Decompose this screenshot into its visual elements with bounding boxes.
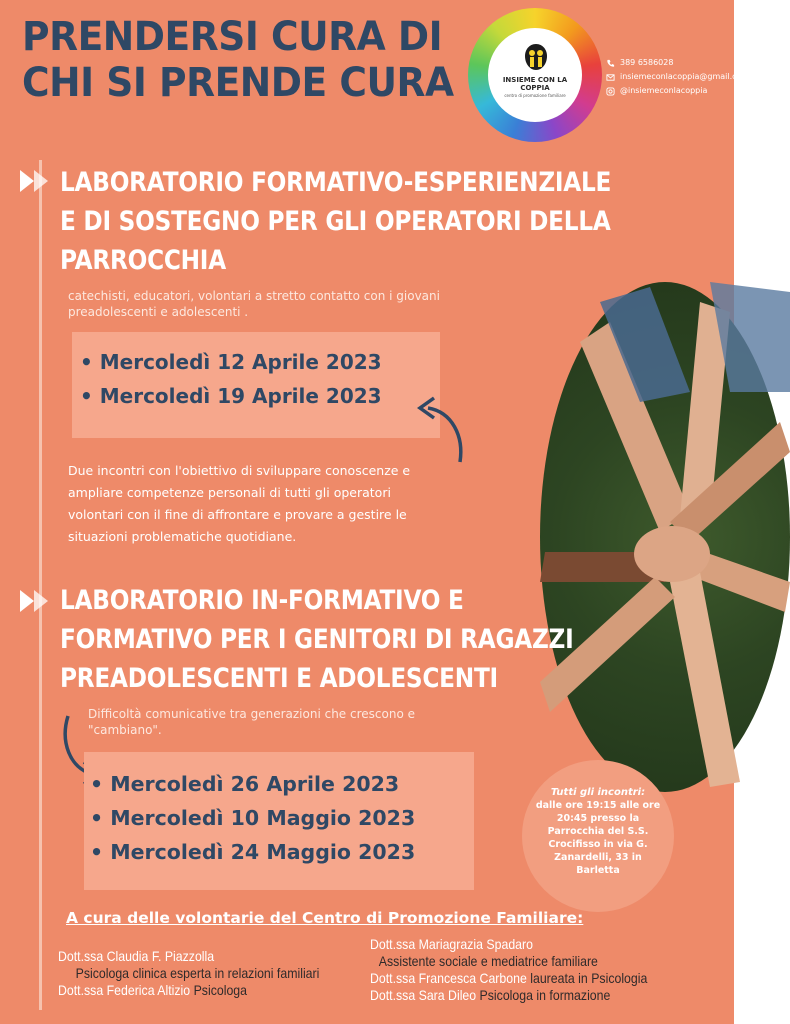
contacts <box>606 56 749 98</box>
staff-name: Dott.ssa Federica Altizio <box>58 982 191 998</box>
contact-phone[interactable] <box>606 56 749 70</box>
logo-center <box>488 28 582 122</box>
section2-title: LABORATORIO IN-FORMATIVO E FORMATIVO PER I GENITORI DI RAGAZZI PREADOLESCENTI E ADOLESCENTI <box>60 585 574 694</box>
logo <box>468 8 602 142</box>
section1-description: Due incontri con l'obiettivo di sviluppare conoscenze e ampliare competenze personali di tutti gli operatori volontari con il fine di affrontare e provare a gestire le situazioni problematiche quotidiane. <box>68 463 411 544</box>
date-item: • Mercoledì 24 Maggio 2023 <box>90 840 416 864</box>
section1-dates <box>72 332 440 438</box>
section1-title: LABORATORIO FORMATIVO-ESPERIENZIALE E DI SOSTEGNO PER GLI OPERATORI DELLA PARROCCHIA <box>60 167 612 276</box>
date-item: • Mercoledì 26 Aprile 2023 <box>90 772 400 796</box>
hands-photo <box>540 282 790 792</box>
staff-role: Psicologa <box>193 982 247 998</box>
logo-name-1: INSIEME <box>502 76 536 84</box>
staff-role: Psicologa clinica esperta in relazioni familiari <box>75 965 320 981</box>
date-item: • Mercoledì 12 Aprile 2023 <box>80 350 382 374</box>
contact-email[interactable] <box>606 70 749 84</box>
email-address: insiemeconlacoppia@gmail.com <box>620 72 750 81</box>
mail-icon <box>606 73 615 82</box>
info-badge: Tutti gli incontri: dalle ore 19:15 alle ore 20:45 presso la Parrocchia del S.S. Crocifisso in via G. Zanardelli, 33 in Barletta <box>522 760 674 912</box>
instagram-handle: @insiemeconlacoppia <box>620 86 708 95</box>
date-item: • Mercoledì 19 Aprile 2023 <box>80 384 382 408</box>
staff-right <box>370 936 647 1004</box>
section2-dates <box>84 752 474 890</box>
staff-name: Dott.ssa Claudia F. Piazzolla <box>58 948 215 964</box>
vertical-divider <box>39 160 42 1010</box>
info-heading: Tutti gli incontri: <box>550 787 646 798</box>
hands-illustration <box>540 282 790 792</box>
staff-name: Dott.ssa Mariagrazia Spadaro <box>370 936 533 952</box>
curated-by-heading: A cura delle volontarie del Centro di Promozione Familiare: <box>66 909 584 927</box>
phone-icon <box>606 59 615 68</box>
date-item: • Mercoledì 10 Maggio 2023 <box>90 806 416 830</box>
instagram-icon <box>606 87 615 96</box>
staff-role: Assistente sociale e mediatrice familiare <box>378 953 598 969</box>
title-line-1: PRENDERSI CURA DI <box>22 14 443 60</box>
phone-number: 389 6586028 <box>620 58 674 67</box>
play-arrow-icon <box>20 170 54 192</box>
play-arrow-icon <box>20 590 54 612</box>
contact-instagram[interactable] <box>606 84 749 98</box>
title-line-2: CHI SI PRENDE CURA <box>22 60 454 106</box>
page-title <box>22 14 454 106</box>
staff-name: Dott.ssa Francesca Carbone <box>370 970 527 986</box>
logo-tagline: centro di promozione familiare <box>504 93 566 98</box>
staff-role: laureata in Psicologia <box>530 970 648 986</box>
family-icon <box>523 42 549 72</box>
section2-subtitle: Difficoltà comunicative tra generazioni che crescono e "cambiano". <box>88 707 415 737</box>
staff-role: Psicologa in formazione <box>479 987 611 1003</box>
section1-subtitle: catechisti, educatori, volontari a stretto contatto con i giovani preadolescenti e adolescenti . <box>68 289 440 319</box>
curved-arrow-icon <box>418 398 470 468</box>
logo-name-2: CON LA COPPIA <box>520 76 568 92</box>
staff-left <box>58 948 319 999</box>
staff-name: Dott.ssa Sara Dileo <box>370 987 477 1003</box>
